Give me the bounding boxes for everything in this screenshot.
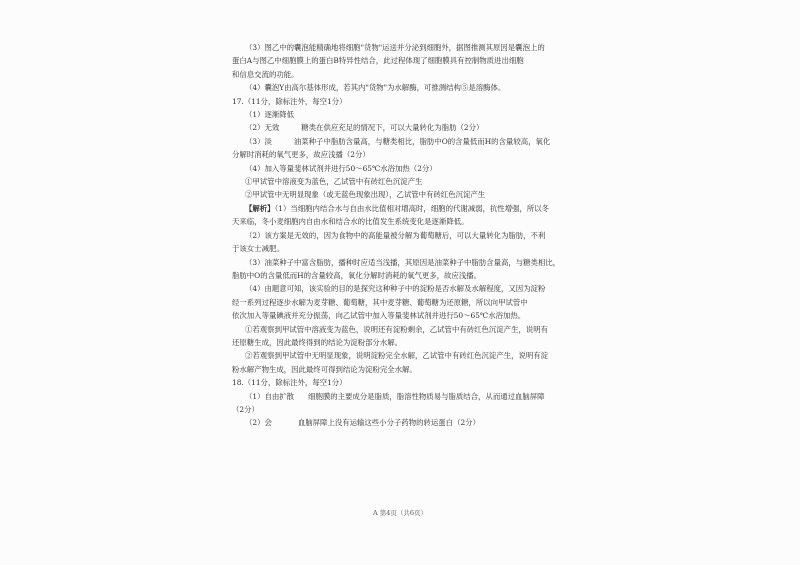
question-17-heading: 17.（11分，除标注外，每空1分） (232, 96, 347, 106)
text-line: ②甲试管中无明显现象（或无蓝色现象出现），乙试管中有砖红色沉淀产生 (245, 190, 486, 200)
text-line: 粉水解产物生成，因此最终可得到结论为淀粉完全水解。 (232, 364, 417, 374)
text-line: （3）图乙中的囊泡能精确地将细胞"货物"运送并分泌到细胞外，据图推测其原因是囊泡上的 (245, 43, 545, 52)
answer-label: （2）会 (245, 418, 272, 428)
answer-17-4: （4）加入等量斐林试剂并进行50～65℃水浴加热（2分） (245, 163, 437, 173)
text-line: 蛋白A与图乙中细胞膜上的蛋白B特异性结合，此过程体现了细胞膜具有控制物质进出细胞 (232, 56, 524, 66)
answer-17-3 (232, 135, 580, 148)
text-line: 分解时消耗的氧气更多，故应浅播（2分） (232, 150, 370, 160)
text-line: 经一系列过程逐步水解为麦芽糖、葡萄糖，其中麦芽糖、葡萄糖为还原糖，所以向甲试管中 (232, 297, 528, 307)
text-line: （3）油菜种子中富含脂肪，播种时应适当浅播，其原因是油菜种子中脂肪含量高，与糖类相比， (245, 257, 561, 267)
answer-reason: 糖类在供应充足的情况下，可以大量转化为脂肪（2分） (301, 123, 484, 133)
text-line: （2）该方案是无效的，因为食物中的高能量被分解为葡萄糖后，可以大量转化为脂肪，不利 (245, 230, 546, 240)
text-line: （4）由题意可知，该实验的目的是探究这种种子中的淀粉是否水解及水解程度，又因为淀粉 (245, 284, 546, 294)
text-line: 还原糖生成，因此最终得到的结论为淀粉部分水解。 (232, 337, 402, 347)
text-line: ②若观察到甲试管中无明显现象，说明淀粉完全水解，乙试管中有砖红色沉淀产生，说明有淀 (245, 351, 549, 361)
analysis-heading-line (232, 202, 580, 215)
text-line: 和信息交流的功能。 (232, 69, 299, 79)
text-line: 于该女士减肥。 (232, 244, 284, 254)
question-18-heading: 18.（11分，除标注外，每空1分） (232, 378, 347, 388)
answer-18-1 (232, 390, 580, 403)
answer-17-1: （1）逐渐降低 (245, 110, 295, 120)
answer-18-2 (232, 416, 580, 429)
answer-text-block (232, 41, 580, 430)
answer-reason: 油菜种子中脂肪含量高，与糖类相比，脂肪中O的含量低而H的含量较高，氧化 (293, 136, 551, 146)
text-line: 天来临，冬小麦细胞内自由水和结合水的比值发生系统变化是逐渐降低。 (232, 217, 469, 227)
answer-reason: 细胞膜的主要成分是脂质，脂溶性物质易与脂质结合，从而通过血脑屏障 (308, 391, 545, 401)
text-line: ①若观察到甲试管中溶液变为蓝色，说明还有淀粉剩余，乙试管中有砖红色沉淀产生，说明有 (245, 324, 549, 334)
text-line: 依次加入等量碘液并充分振荡，向乙试管中加入等量斐林试剂并进行50～65℃水浴加热。 (232, 311, 526, 321)
page-footer: A 第4页（共6页） (372, 509, 428, 517)
analysis-text: （1）当细胞内结合水与自由水比值相对增高时，细胞的代谢减弱，抗性增强，所以冬 (274, 203, 550, 213)
answer-label: （1）自由扩散 (245, 391, 295, 401)
text-line: （4）囊泡Y由高尔基体形成，若其内"货物"为水解酶，可推测结构⑤是溶酶体。 (245, 83, 506, 93)
analysis-label: 【解析】 (245, 203, 275, 213)
answer-label: （3）淡 (245, 136, 272, 146)
text-line: 脂肪中O的含量低而H的含量较高，氧化分解时消耗的氧气更多，故应浅播。 (232, 270, 482, 280)
text-line: ①甲试管中溶液变为蓝色，乙试管中有砖红色沉淀产生 (245, 177, 423, 187)
answer-17-2 (232, 121, 580, 134)
text-line: （2分） (232, 404, 259, 414)
answer-reason: 血脑屏障上没有运输这些小分子药物的转运蛋白（2分） (297, 418, 480, 428)
answer-label: （2）无效 (245, 123, 280, 133)
